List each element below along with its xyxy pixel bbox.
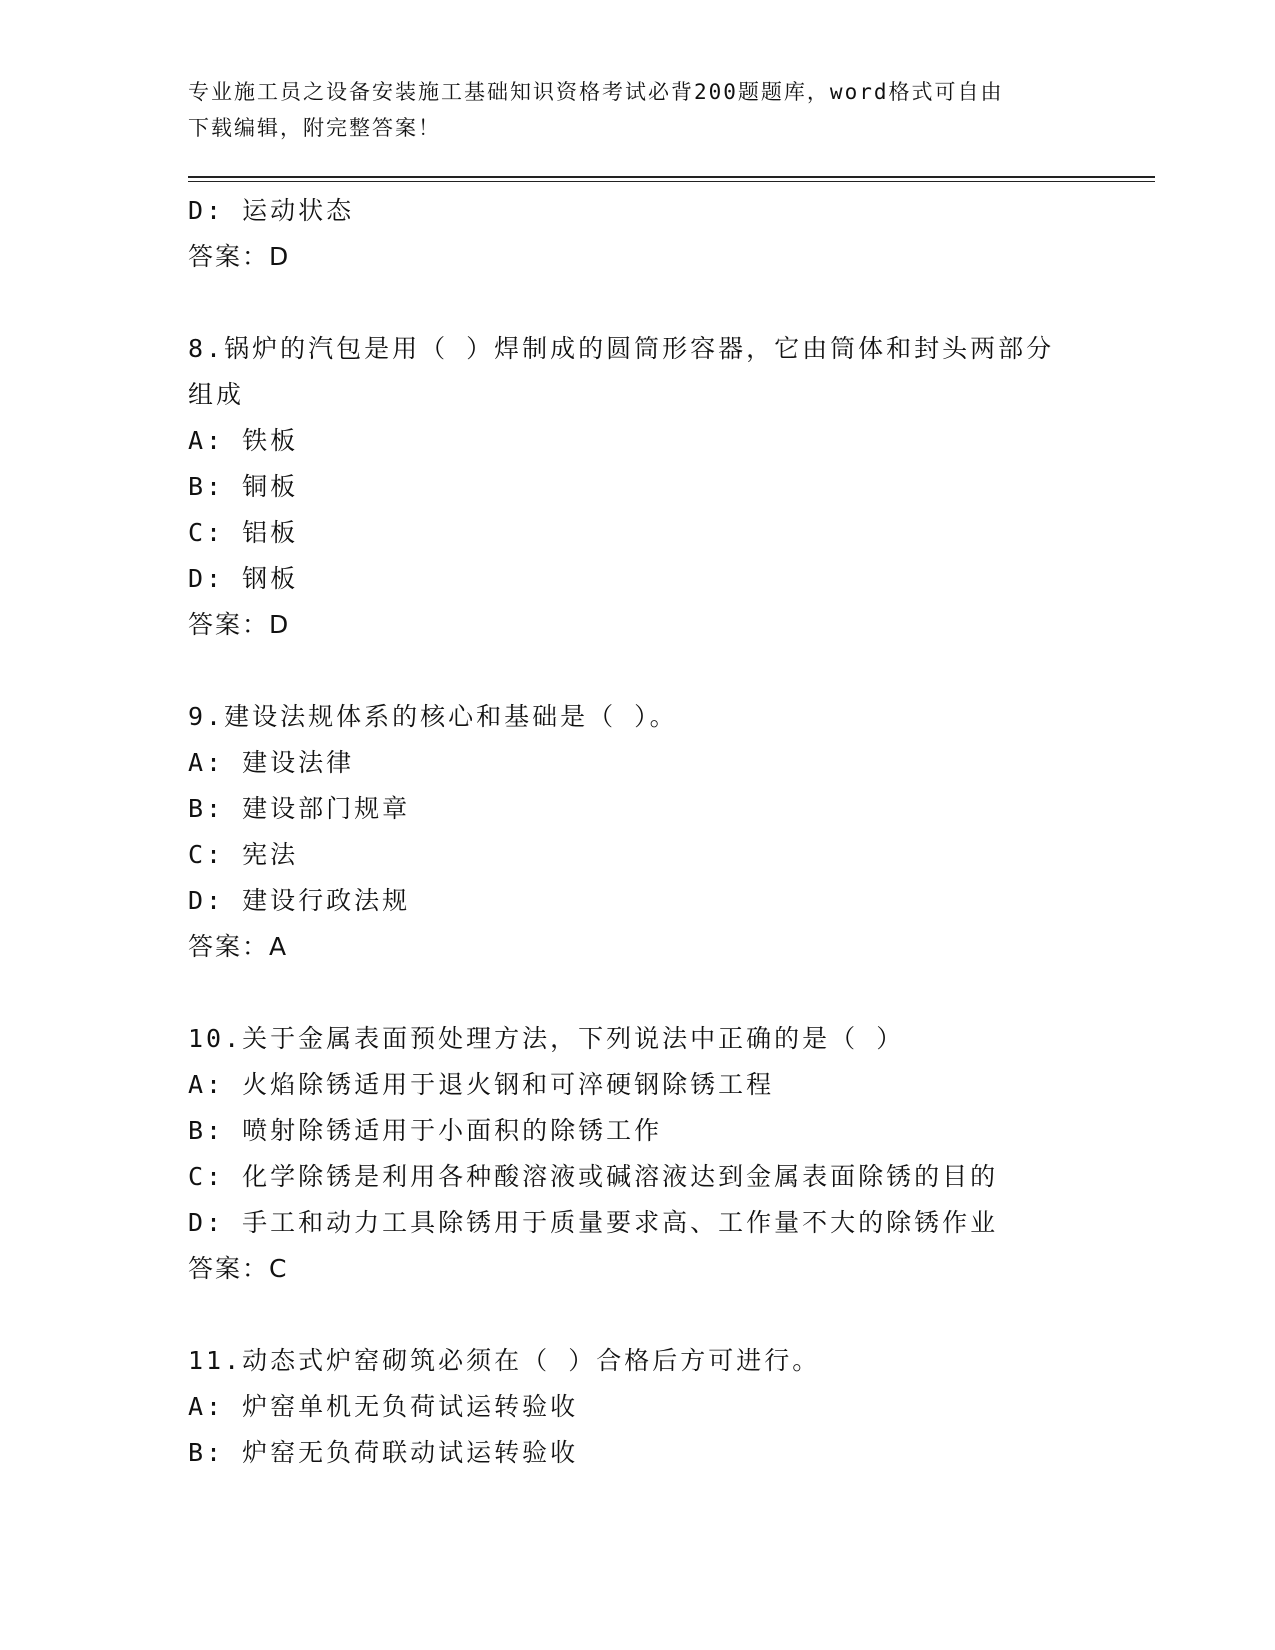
spacer [188,1292,1148,1338]
header-title-line-1: 专业施工员之设备安装施工基础知识资格考试必背200题题库，word格式可自由 [188,80,1004,104]
question-10 [188,1016,1148,1292]
question-10-option-a: A: 火焰除锈适用于退火钢和可淬硬钢除锈工程 [188,1070,775,1099]
question-7-answer: 答案：D [188,242,291,271]
header-divider-thick [188,176,1155,178]
question-10-option-c: C: 化学除锈是利用各种酸溶液或碱溶液达到金属表面除锈的目的 [188,1162,999,1191]
question-8-option-c: C: 铝板 [188,518,299,547]
question-8-option-a: A: 铁板 [188,426,299,455]
question-8-option-d: D: 钢板 [188,564,299,593]
question-8-text: 8.锅炉的汽包是用（ ）焊制成的圆筒形容器，它由筒体和封头两部分 [188,334,1055,363]
question-8 [188,326,1148,648]
spacer [188,648,1148,694]
question-11-text: 11.动态式炉窑砌筑必须在（ ）合格后方可进行。 [188,1346,821,1375]
question-8-text-continued: 组成 [188,380,245,409]
question-11-option-a: A: 炉窑单机无负荷试运转验收 [188,1392,579,1421]
header-divider-thin [188,181,1155,182]
question-7-option-d: D: 运动状态 [188,196,355,225]
question-9-option-d: D: 建设行政法规 [188,886,411,915]
question-8-answer: 答案：D [188,610,291,639]
document-header [188,74,1068,146]
question-9-text: 9.建设法规体系的核心和基础是（ ）。 [188,702,678,731]
question-9 [188,694,1148,970]
question-11 [188,1338,1148,1476]
question-8-option-b: B: 铜板 [188,472,299,501]
spacer [188,280,1148,326]
question-list [188,188,1148,1476]
question-11-option-b: B: 炉窑无负荷联动试运转验收 [188,1438,579,1467]
question-9-option-a: A: 建设法律 [188,748,355,777]
question-10-answer: 答案：C [188,1254,289,1283]
question-9-option-b: B: 建设部门规章 [188,794,411,823]
question-9-option-c: C: 宪法 [188,840,299,869]
spacer [188,970,1148,1016]
question-10-option-b: B: 喷射除锈适用于小面积的除锈工作 [188,1116,663,1145]
question-9-answer: 答案：A [188,932,289,961]
header-title-line-2: 下载编辑，附完整答案！ [188,116,441,140]
question-10-option-d: D: 手工和动力工具除锈用于质量要求高、工作量不大的除锈作业 [188,1208,999,1237]
question-10-text: 10.关于金属表面预处理方法，下列说法中正确的是（ ） [188,1024,905,1053]
